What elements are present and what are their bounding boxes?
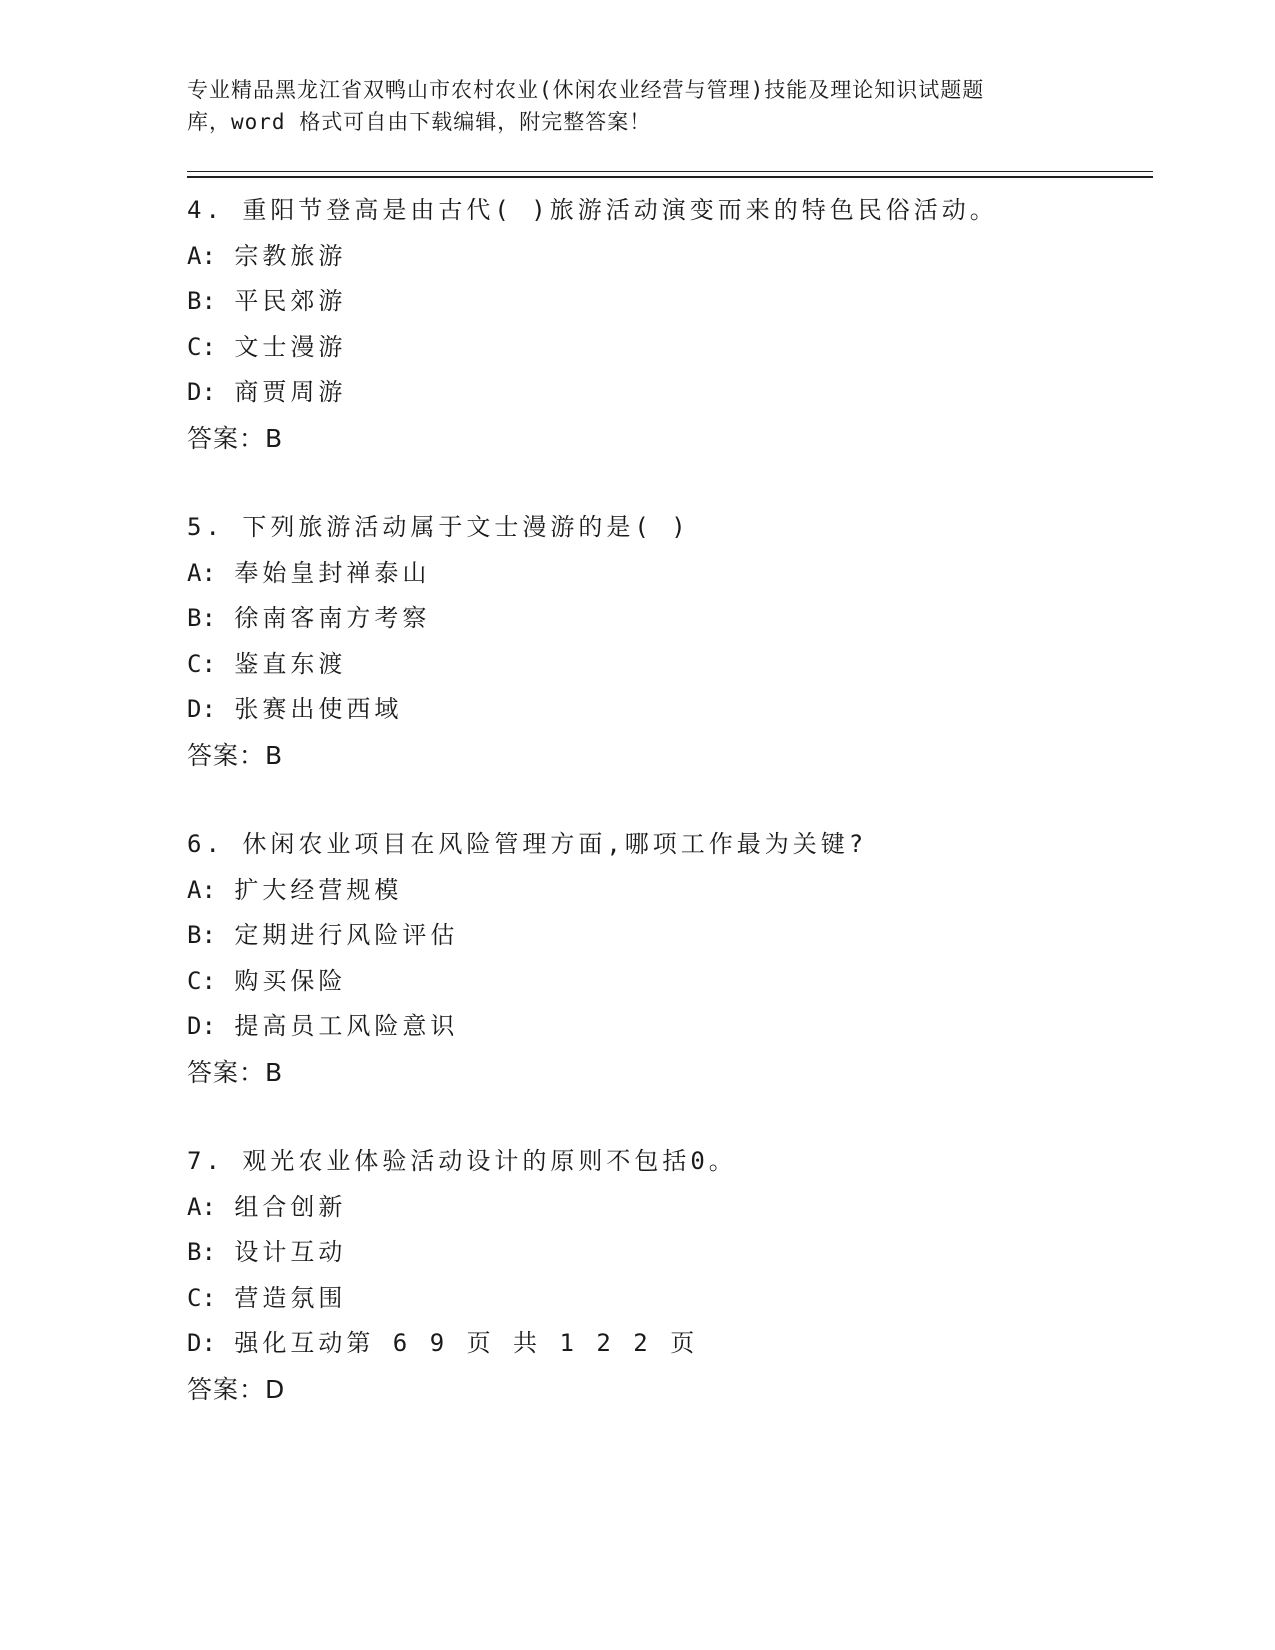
option-text: 组合创新 (234, 1192, 347, 1221)
option-label: A: (187, 1192, 216, 1221)
option-label: A: (187, 558, 216, 587)
option-label: C: (187, 966, 216, 995)
option-label: A: (187, 241, 216, 270)
option-d (187, 370, 1147, 416)
option-text: 扩大经营规模 (234, 875, 403, 904)
option-d (187, 687, 1147, 733)
option-text: 提高员工风险意识 (234, 1012, 459, 1040)
option-c (187, 642, 1147, 688)
question-stem: 6. 休闲农业项目在风险管理方面,哪项工作最为关键? (187, 830, 868, 858)
header-line-2: 库，word 格式可自由下载编辑，附完整答案！ (187, 110, 652, 134)
header-divider-thick (187, 176, 1153, 178)
option-text: 张赛出使西域 (234, 695, 403, 723)
option-a (187, 1185, 1147, 1231)
option-d (187, 1321, 1147, 1367)
option-b (187, 279, 1147, 325)
answer-line: 答案：B (187, 740, 284, 770)
question-item (187, 188, 1147, 461)
option-label: C: (187, 649, 216, 678)
header-line-1: 专业精品黑龙江省双鸭山市农村农业(休闲农业经营与管理)技能及理论知识试题题 (187, 78, 985, 102)
question-stem: 7. 观光农业体验活动设计的原则不包括0。 (187, 1147, 737, 1175)
option-b (187, 596, 1147, 642)
option-label: D: (187, 1012, 216, 1040)
option-label: B: (187, 287, 216, 315)
option-text: 徐南客南方考察 (234, 604, 431, 632)
option-label: D: (187, 378, 216, 406)
option-label: C: (187, 332, 216, 361)
document-header (187, 74, 1087, 138)
option-c (187, 959, 1147, 1005)
question-item (187, 822, 1147, 1095)
option-b (187, 1230, 1147, 1276)
header-divider-thin (187, 171, 1153, 172)
option-text: 营造氛围 (234, 1283, 347, 1312)
option-text: 平民郊游 (234, 287, 347, 315)
question-stem: 4. 重阳节登高是由古代( )旅游活动演变而来的特色民俗活动。 (187, 196, 998, 224)
option-text: 商贾周游 (234, 378, 347, 406)
answer-line: 答案：B (187, 1057, 284, 1087)
question-list (187, 188, 1147, 1456)
option-text: 强化互动第 6 9 页 共 1 2 2 页 (234, 1329, 699, 1357)
option-a (187, 551, 1147, 597)
question-stem: 5. 下列旅游活动属于文士漫游的是( ) (187, 513, 690, 541)
option-text: 定期进行风险评估 (234, 921, 459, 949)
answer-line: 答案：D (187, 1374, 286, 1404)
option-label: B: (187, 921, 216, 949)
option-label: B: (187, 604, 216, 632)
option-a (187, 234, 1147, 280)
option-label: C: (187, 1283, 216, 1312)
option-c (187, 1276, 1147, 1322)
question-item (187, 1139, 1147, 1412)
option-d (187, 1004, 1147, 1050)
option-c (187, 325, 1147, 371)
option-text: 宗教旅游 (234, 241, 347, 270)
option-label: D: (187, 695, 216, 723)
option-text: 鉴直东渡 (234, 649, 347, 678)
option-label: D: (187, 1329, 216, 1357)
question-item (187, 505, 1147, 778)
option-b (187, 913, 1147, 959)
answer-line: 答案：B (187, 423, 284, 453)
option-a (187, 868, 1147, 914)
option-label: A: (187, 875, 216, 904)
option-text: 设计互动 (234, 1238, 347, 1266)
option-label: B: (187, 1238, 216, 1266)
option-text: 购买保险 (234, 966, 347, 995)
option-text: 文士漫游 (234, 332, 347, 361)
option-text: 奉始皇封禅泰山 (234, 558, 431, 587)
